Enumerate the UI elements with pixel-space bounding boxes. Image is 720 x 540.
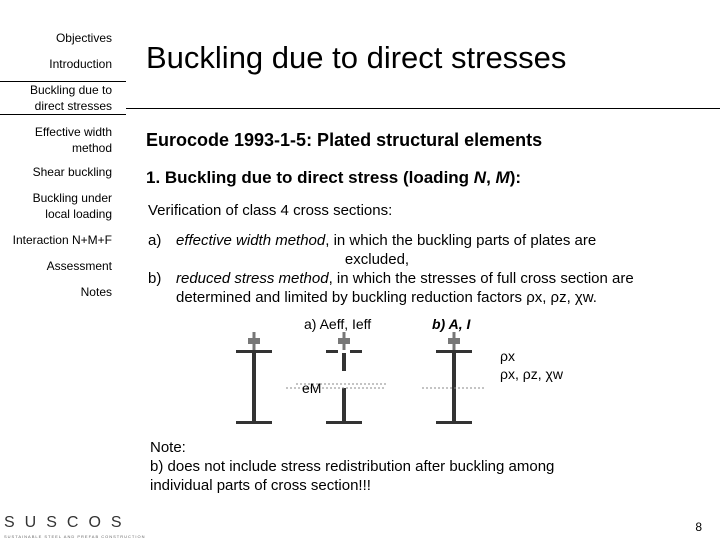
sidebar-item-assessment[interactable]: Assessment — [46, 259, 112, 273]
intro-text: Verification of class 4 cross sections: — [148, 202, 393, 219]
subheading-prefix: 1. Buckling due to direct stress (loading — [146, 168, 474, 187]
item-text-continuation: excluded, — [344, 251, 410, 268]
section-b-full — [422, 332, 486, 424]
item-text: , in which the buckling parts of plates are — [325, 232, 597, 249]
list-marker: a) — [148, 232, 162, 249]
sidebar-divider — [0, 114, 126, 115]
section-a-full — [236, 332, 272, 424]
page-number: 8 — [695, 520, 702, 534]
section-subheading — [146, 168, 521, 188]
list-marker: b) — [148, 270, 162, 287]
term-reduced-stress: reduced stress method — [176, 270, 329, 287]
item-text: , in which the stresses of full cross section are — [328, 270, 634, 287]
suscos-logo — [4, 514, 146, 539]
note-block — [150, 438, 554, 495]
sidebar-item-notes[interactable]: Notes — [80, 285, 112, 299]
figure-label-b: b) A, I — [432, 316, 471, 332]
section-a-effective — [286, 332, 386, 424]
section-heading: Eurocode 1993-1-5: Plated structural elements — [146, 130, 543, 150]
subheading-suffix: ): — [509, 168, 522, 187]
title-divider — [126, 108, 720, 109]
subheading-n: N — [473, 168, 487, 187]
sidebar-item-local-loading[interactable]: Buckling under local loading — [32, 191, 112, 221]
sidebar-item-effective-width[interactable]: Effective width method — [34, 125, 112, 155]
subheading-sep: , — [486, 168, 496, 187]
list-item — [148, 231, 708, 269]
sidebar-item-interaction[interactable]: Interaction N+M+F — [12, 233, 112, 247]
note-line: b) does not include stress redistribution after buckling among — [150, 458, 555, 475]
sidebar-item-shear-buckling[interactable]: Shear buckling — [32, 165, 112, 179]
term-effective-width: effective width method — [176, 232, 326, 249]
sidebar-item-buckling-direct-stresses[interactable]: Buckling due to direct stresses — [29, 83, 112, 113]
cross-section-figure — [226, 312, 563, 438]
note-line: individual parts of cross section!!! — [150, 477, 371, 494]
figure-label-factors: ρx, ρz, χw — [500, 366, 563, 382]
sidebar-item-introduction[interactable]: Introduction — [49, 57, 112, 71]
sidebar-item-objectives[interactable]: Objectives — [55, 31, 112, 45]
logo-wordmark: SUSCOS — [4, 514, 132, 531]
logo-subtitle: SUSTAINABLE STEEL AND PREFAB CONSTRUCTION — [4, 534, 146, 539]
figure-label-rho: ρx — [500, 348, 515, 364]
list-item — [148, 269, 708, 307]
subheading-m: M — [495, 168, 510, 187]
figure-label-em: eM — [302, 380, 322, 396]
sidebar-nav — [0, 0, 146, 540]
slide-title: Buckling due to direct stresses — [146, 40, 567, 75]
reduction-factors: ρx, ρz, χw. — [526, 289, 597, 306]
item-text-continuation: determined and limited by buckling reduction factors — [176, 289, 527, 306]
method-list — [148, 231, 708, 307]
figure-label-a: a) Aeff, Ieff — [304, 316, 372, 332]
note-title: Note: — [150, 439, 186, 456]
